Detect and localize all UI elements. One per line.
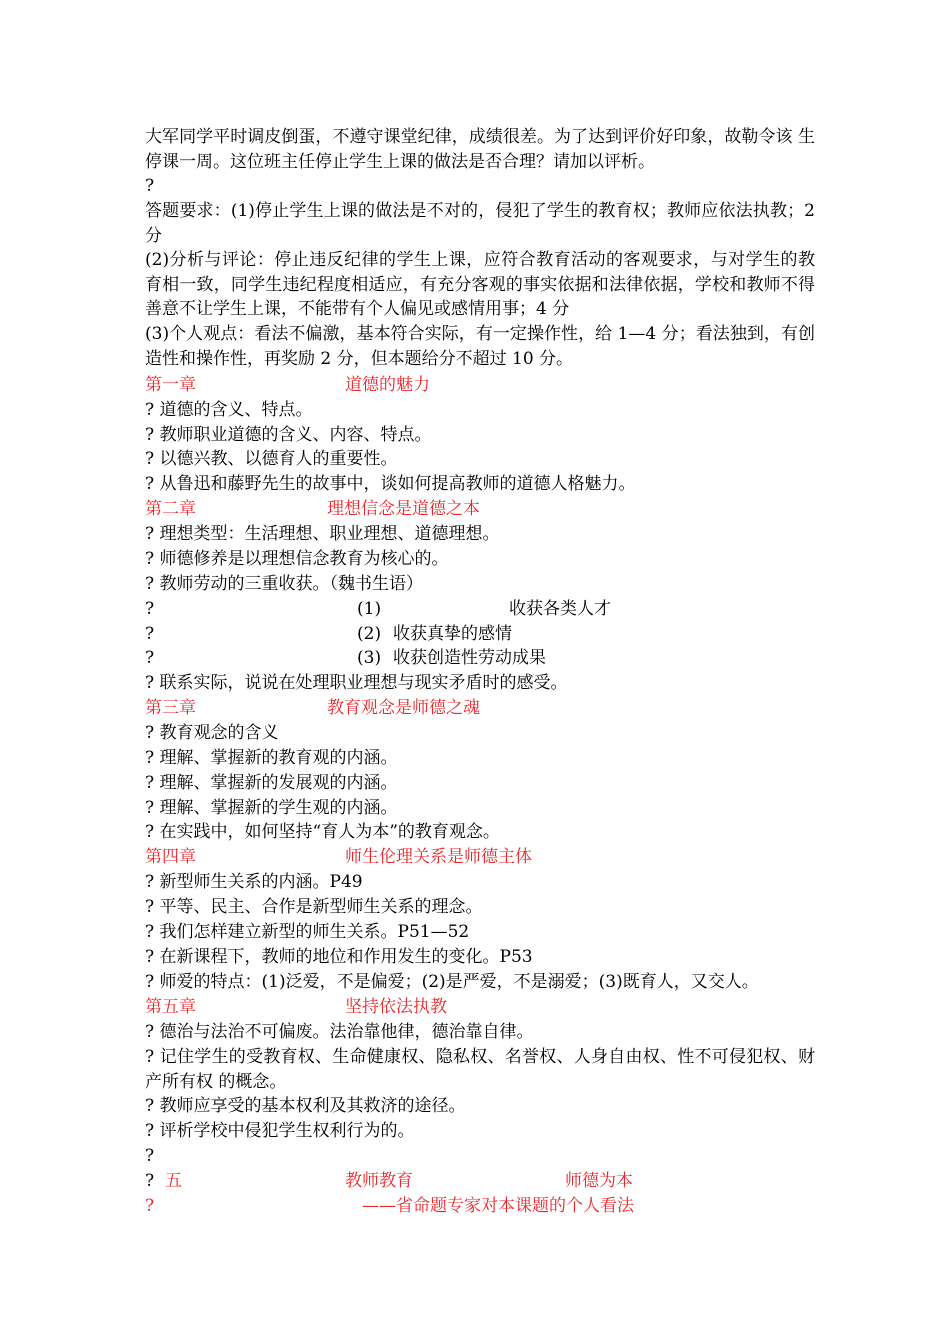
list-item: ? 平等、民主、合作是新型师生关系的理念。	[145, 897, 483, 917]
chapter-title: 理想信念是道德之本	[327, 499, 480, 519]
chapter-4-heading	[145, 845, 532, 870]
case-paragraph: 大军同学平时调皮倒蛋，不遵守课堂纪律，成绩很差。为了达到评价好印象，故勒令该 生停课一周。这位班主任停止学生上课的做法是否合理？请加以评析。	[145, 127, 815, 172]
harvest-item: ? (2) 收获真挚的感情	[145, 624, 512, 644]
list-item: ? 理想类型：生活理想、职业理想、道德理想。	[145, 524, 500, 544]
list-item: ? 教育观念的含义	[145, 723, 279, 743]
list-item: ? 我们怎样建立新型的师生关系。P51—52	[145, 922, 470, 942]
closing-heading: ? 五 教师教育 师德为本	[145, 1171, 633, 1191]
answer-requirement-2: (2)分析与评论：停止违反纪律的学生上课，应符合教育活动的客观要求，与对学生的教育相一致，同学生违纪程度相适应，有充分客观的事实依据和法律依据，学校和教师不得善意不让学生上课，不能带有个人偏见或感情用事；4 分	[145, 250, 815, 319]
harvest-item: ? (3) 收获创造性劳动成果	[145, 648, 546, 668]
chapter-5-heading	[145, 995, 447, 1020]
harvest-item: ? (1) 收获各类人才	[145, 599, 611, 619]
chapter-number: 第二章	[145, 499, 196, 519]
list-item: ? 联系实际，说说在处理职业理想与现实矛盾时的感受。	[145, 673, 568, 693]
chapter-1-heading	[145, 373, 430, 398]
list-item: ? 从鲁迅和藤野先生的故事中，谈如何提高教师的道德人格魅力。	[145, 474, 636, 494]
list-item: ? 师德修养是以理想信念教育为核心的。	[145, 549, 449, 569]
chapter-title: 教育观念是师德之魂	[327, 698, 480, 718]
answer-requirement-3: (3)个人观点：看法不偏激，基本符合实际，有一定操作性，给 1—4 分；看法独到，有创造性和操作性，再奖励 2 分，但本题给分不超过 10 分。	[145, 324, 815, 369]
closing-subtitle: ? ——省命题专家对本课题的个人看法	[145, 1196, 634, 1216]
chapter-number: 第四章	[145, 847, 196, 867]
list-item: ? 新型师生关系的内涵。P49	[145, 872, 363, 892]
list-item: ? 理解、掌握新的学生观的内涵。	[145, 798, 398, 818]
list-item: ? 在新课程下，教师的地位和作用发生的变化。P53	[145, 947, 533, 967]
chapter-title: 坚持依法执教	[345, 997, 447, 1017]
list-item: ? 评析学校中侵犯学生权利行为的。	[145, 1121, 415, 1141]
list-item: ? 记住学生的受教育权、生命健康权、隐私权、名誉权、人身自由权、性不可侵犯权、财产所有权 的概念。	[145, 1047, 815, 1092]
chapter-3-heading	[145, 696, 480, 721]
list-item: ?	[145, 1146, 155, 1166]
chapter-number: 第三章	[145, 698, 196, 718]
list-item: ? 师爱的特点：(1)泛爱，不是偏爱；(2)是严爱，不是溺爱；(3)既育人，又交人。	[145, 972, 759, 992]
list-item: ? 教师劳动的三重收获。（魏书生语）	[145, 574, 424, 594]
chapter-number: 第五章	[145, 997, 196, 1017]
list-item: ? 在实践中，如何坚持“育人为本”的教育观念。	[145, 822, 500, 842]
list-item: ? 德治与法治不可偏废。法治靠他律，德治靠自律。	[145, 1022, 534, 1042]
list-item: ? 教师职业道德的含义、内容、特点。	[145, 425, 432, 445]
list-item: ? 教师应享受的基本权利及其救济的途径。	[145, 1096, 466, 1116]
list-item: ? 理解、掌握新的教育观的内涵。	[145, 748, 398, 768]
chapter-number: 第一章	[145, 375, 196, 395]
question-mark: ?	[145, 176, 155, 196]
chapter-title: 师生伦理关系是师德主体	[345, 847, 532, 867]
chapter-title: 道德的魅力	[345, 375, 430, 395]
list-item: ? 道德的含义、特点。	[145, 400, 313, 420]
list-item: ? 理解、掌握新的发展观的内涵。	[145, 773, 398, 793]
answer-requirement-1: 答题要求：(1)停止学生上课的做法是不对的，侵犯了学生的教育权；教师应依法执教；2 分	[145, 201, 815, 246]
chapter-2-heading	[145, 497, 480, 522]
list-item: ? 以德兴教、以德育人的重要性。	[145, 449, 398, 469]
